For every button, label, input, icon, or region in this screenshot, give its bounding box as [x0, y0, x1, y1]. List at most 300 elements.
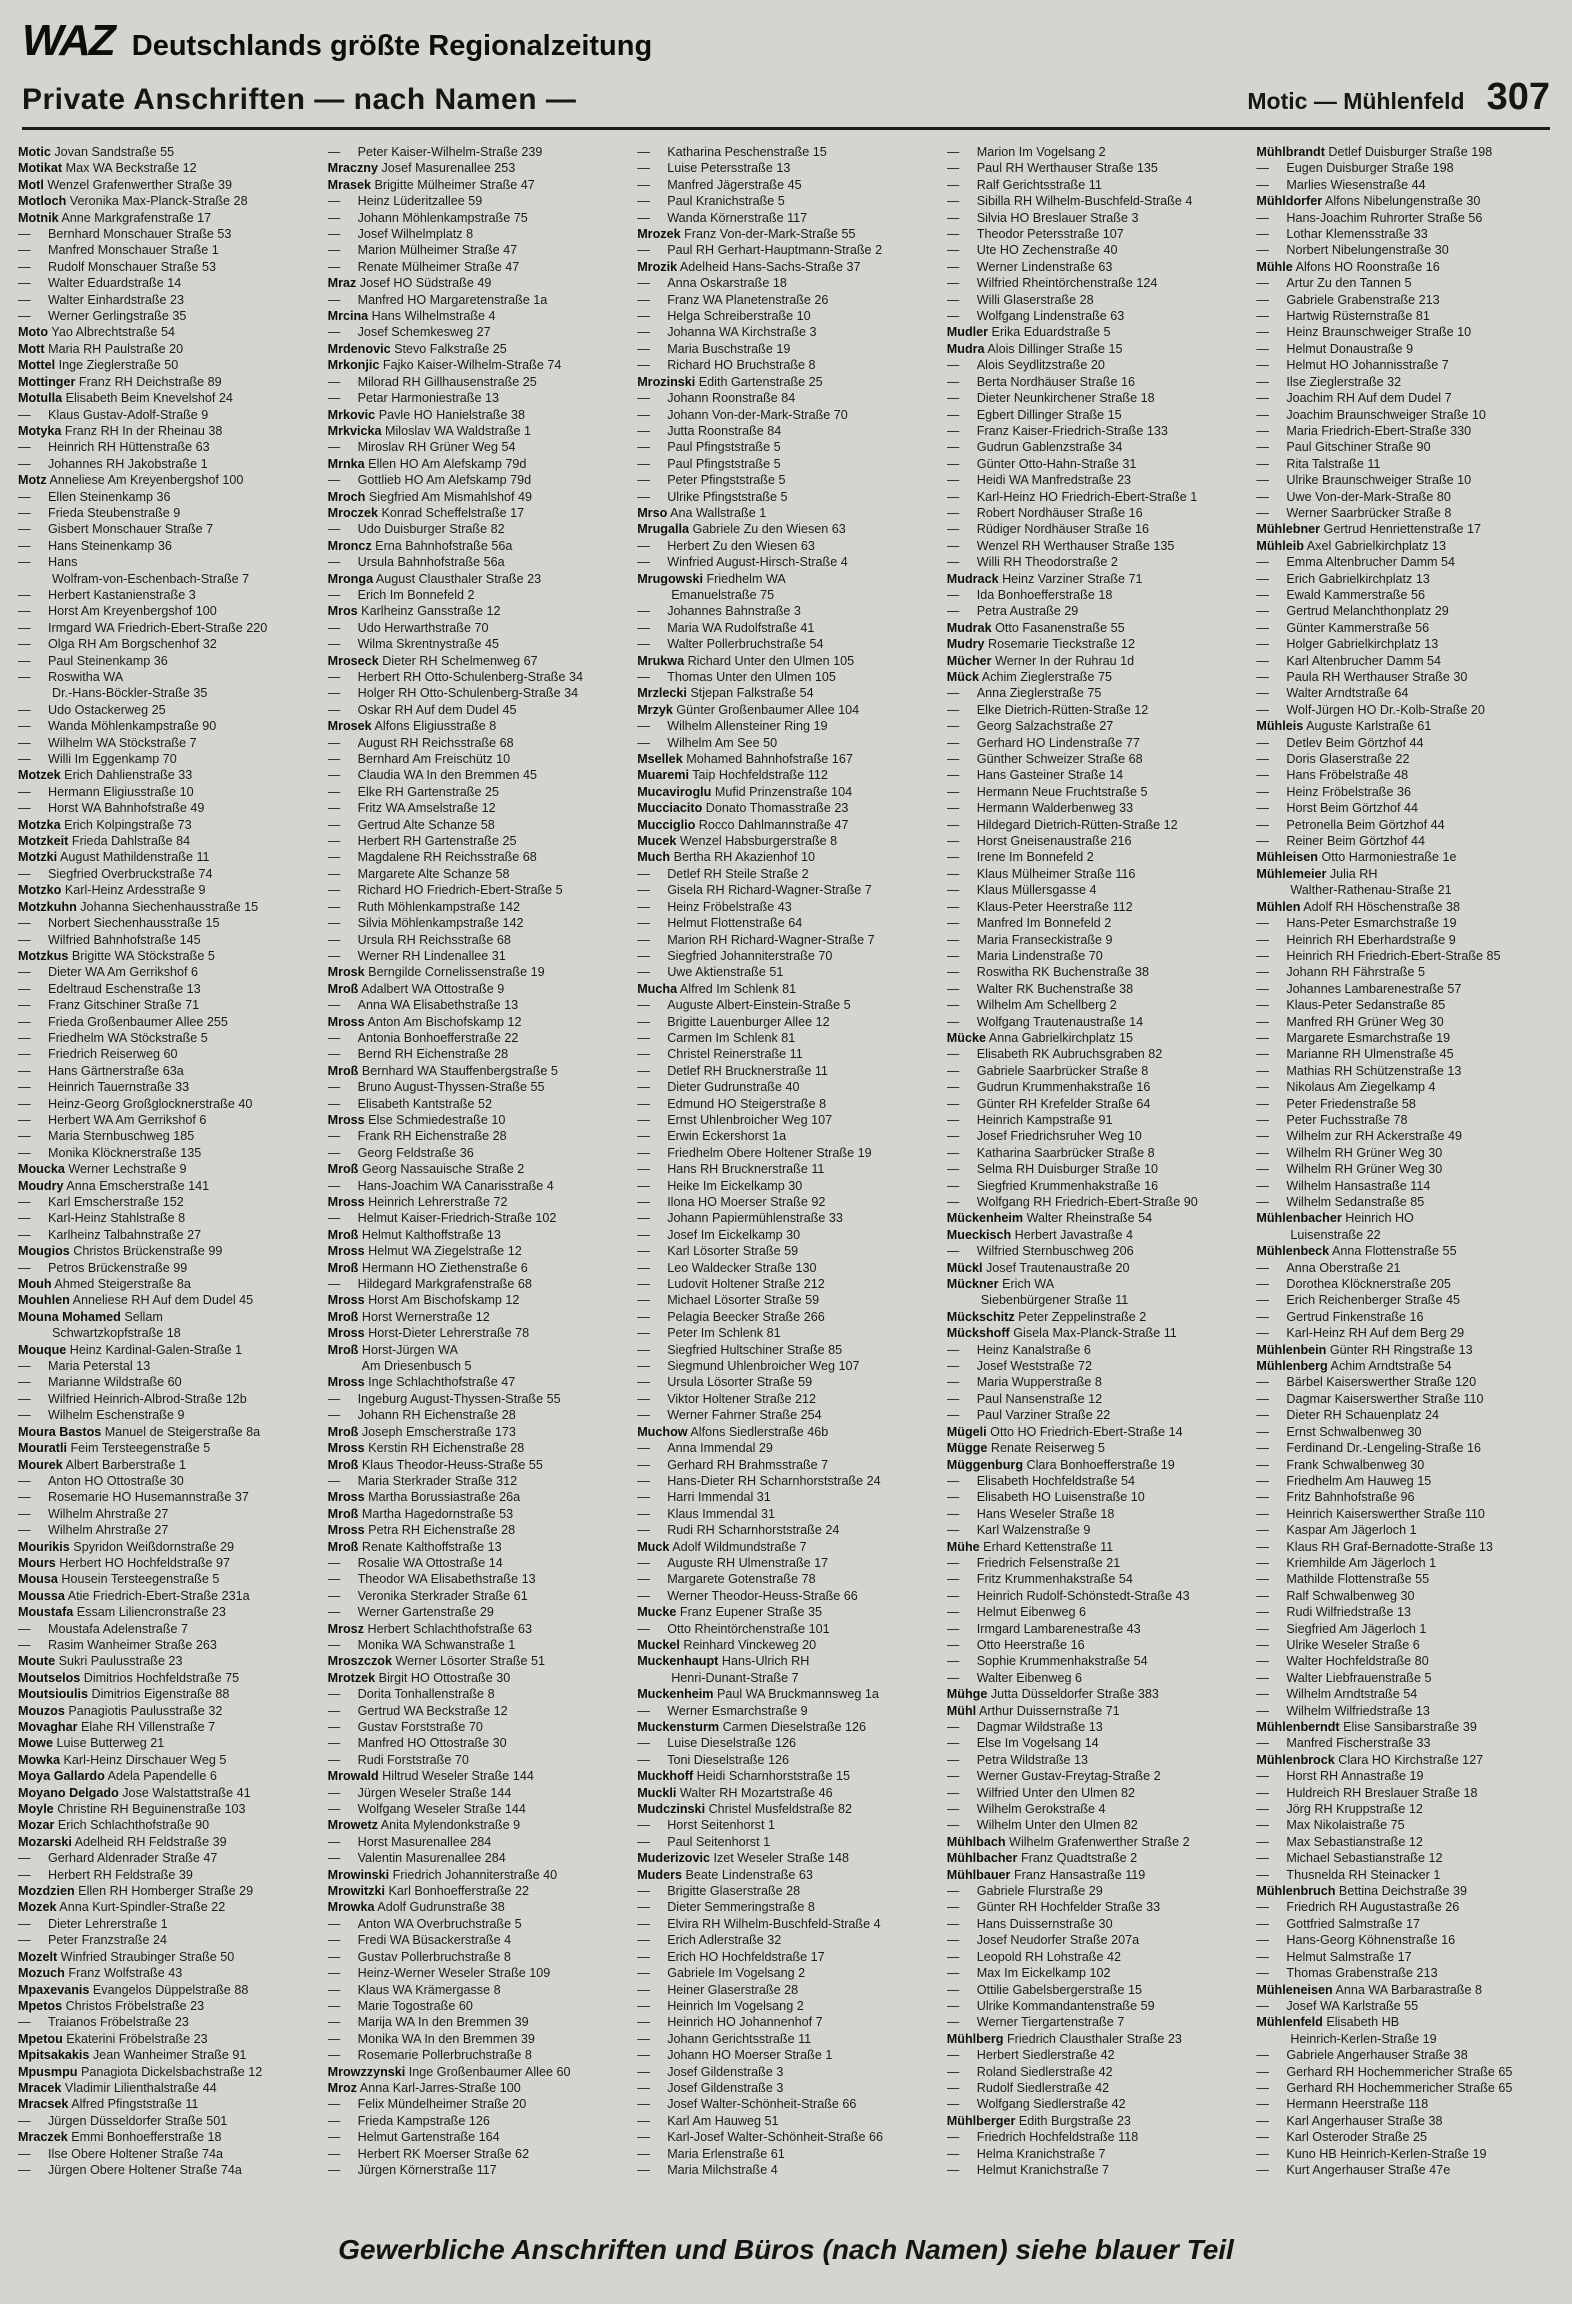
entry-line: — Mathias RH Schützenstraße 13: [1256, 1063, 1462, 1078]
same-surname-dash: —: [946, 227, 960, 242]
entry-line: Mucha Alfred Im Schlenk 81: [637, 981, 797, 996]
entry-line: — Silvia Möhlenkampstraße 142: [327, 916, 524, 931]
entry-line: — Fredi WA Büsackerstraße 4: [327, 1933, 512, 1948]
entry-line: — Huldreich RH Breslauer Straße 18: [1256, 1785, 1478, 1800]
same-surname-dash: —: [946, 1572, 960, 1587]
entry-line: — Heinrich Im Vogelsang 2: [637, 1998, 804, 2013]
entry-line: — Josef WA Karlstraße 55: [1256, 1998, 1419, 2013]
same-surname-dash: —: [637, 1030, 650, 1045]
entry-line: — Wenzel RH Werthauser Straße 135: [946, 538, 1175, 553]
entry-line: — Anton HO Ottostraße 30: [18, 1473, 184, 1488]
entry-line: — Ruth Möhlenkampstraße 142: [327, 899, 520, 914]
entry-line: — Werner Saarbrücker Straße 8: [1256, 505, 1452, 520]
entry-line: — Hans-Joachim Ruhrorter Straße 56: [1256, 210, 1483, 225]
entry-line: Mucaviroglu Mufid Prinzenstraße 104: [637, 784, 853, 799]
same-surname-dash: —: [327, 1933, 341, 1948]
column-5: [1256, 144, 1554, 2186]
entry-line: Mrso Ana Wallstraße 1: [637, 505, 767, 520]
entry-line: — Gabriele Flurstraße 29: [946, 1884, 1103, 1899]
entry-line: Mraczny Josef Masurenallee 253: [327, 161, 516, 176]
entry-line: — Karl Angerhauser Straße 38: [1256, 2113, 1443, 2128]
entry-line: Mross Horst-Dieter Lehrerstraße 78: [327, 1326, 530, 1341]
entry-line: — Karl Osteroder Straße 25: [1256, 2130, 1428, 2145]
entry-line: Mrowinski Friedrich Johanniterstraße 40: [327, 1867, 558, 1882]
same-surname-dash: —: [946, 719, 960, 734]
entry-line: — Dagmar Kaiserswerther Straße 110: [1256, 1391, 1484, 1406]
entry-line: Muckensturm Carmen Dieselstraße 126: [637, 1720, 867, 1734]
same-surname-dash: —: [946, 1047, 960, 1062]
entry-line: — Gabriele Im Vogelsang 2: [637, 1966, 806, 1981]
entry-line: Mross Kerstin RH Eichenstraße 28: [327, 1441, 525, 1456]
same-surname-dash: —: [18, 1637, 31, 1652]
entry-line: — Heinz-Werner Weseler Straße 109: [327, 1966, 551, 1981]
entry-continuation: Wolfram-von-Eschenbach-Straße 7: [52, 571, 250, 586]
same-surname-dash: —: [18, 998, 31, 1013]
same-surname-dash: —: [946, 1080, 960, 1095]
entry-line: Motnik Anne Markgrafenstraße 17: [18, 210, 212, 225]
entry-line: Mouhlen Anneliese RH Auf dem Dudel 45: [18, 1293, 254, 1308]
same-surname-dash: —: [637, 1441, 650, 1456]
entry-line: — Werner Theodor-Heuss-Straße 66: [637, 1588, 858, 1603]
same-surname-dash: —: [1256, 1014, 1269, 1029]
entry-line: — Hans RH Brucknerstraße 11: [637, 1162, 825, 1177]
entry-line: — Gudrun Gablenzstraße 34: [946, 440, 1123, 455]
entry-line: — Maria WA Rudolfstraße 41: [637, 620, 815, 635]
entry-line: — Fritz Krummenhakstraße 54: [946, 1572, 1133, 1587]
entry-line: — Heinz Lüderitzallee 59: [327, 194, 483, 209]
same-surname-dash: —: [1256, 243, 1269, 258]
entry-line: — Josef Walter-Schönheit-Straße 66: [637, 2097, 857, 2112]
same-surname-dash: —: [946, 259, 960, 274]
same-surname-dash: —: [1256, 358, 1269, 373]
same-surname-dash: —: [327, 227, 341, 242]
same-surname-dash: —: [637, 1391, 650, 1406]
same-surname-dash: —: [946, 981, 960, 996]
same-surname-dash: —: [18, 916, 31, 931]
same-surname-dash: —: [637, 719, 650, 734]
entry-line: Mottel Inge Zieglerstraße 50: [18, 358, 179, 373]
same-surname-dash: —: [1256, 702, 1269, 717]
entry-line: Mronga August Clausthaler Straße 23: [327, 571, 542, 586]
same-surname-dash: —: [327, 2146, 341, 2161]
same-surname-dash: —: [327, 2015, 341, 2030]
entry-line: Mügeli Otto HO Friedrich-Ebert-Straße 14: [946, 1424, 1183, 1439]
entry-line: Mrugowski Friedhelm WA: [637, 571, 786, 586]
entry-line: — Uwe Von-der-Mark-Straße 80: [1256, 489, 1451, 504]
entry-line: Mühleisen Otto Harmoniestraße 1e: [1256, 850, 1457, 865]
entry-line: Mühlbauer Franz Hansastraße 119: [946, 1867, 1146, 1882]
entry-line: Motzkus Brigitte WA Stöckstraße 5: [18, 948, 215, 963]
entry-line: — Wolfgang Trautenaustraße 14: [946, 1014, 1144, 1029]
same-surname-dash: —: [18, 702, 31, 717]
same-surname-dash: —: [18, 1621, 31, 1636]
entry-line: Mourikis Spyridon Weißdornstraße 29: [18, 1539, 235, 1554]
same-surname-dash: —: [946, 1785, 960, 1800]
entry-line: — Klaus-Peter Heerstraße 112: [946, 899, 1133, 914]
same-surname-dash: —: [637, 1277, 650, 1292]
same-surname-dash: —: [327, 1030, 341, 1045]
same-surname-dash: —: [637, 489, 650, 504]
same-surname-dash: —: [327, 1949, 341, 1964]
entry-line: — Kaspar Am Jägerloch 1: [1256, 1523, 1417, 1538]
same-surname-dash: —: [18, 276, 31, 291]
entry-line: Mroszczok Werner Lösorter Straße 51: [327, 1654, 546, 1669]
same-surname-dash: —: [1256, 1096, 1269, 1111]
entry-line: Müggenburg Clara Bonhoefferstraße 19: [946, 1457, 1175, 1472]
entry-line: — Horst WA Bahnhofstraße 49: [18, 801, 205, 816]
entry-line: Mraczek Emmi Bonhoefferstraße 18: [18, 2130, 222, 2145]
same-surname-dash: —: [946, 1621, 960, 1636]
same-surname-dash: —: [946, 916, 960, 931]
entry-line: — Hans: [18, 555, 78, 570]
entry-line: — Wilhelm Am Schellberg 2: [946, 998, 1117, 1013]
entry-line: — Herbert RH Feldstraße 39: [18, 1867, 193, 1882]
same-surname-dash: —: [946, 1802, 960, 1817]
entry-line: Mückschitz Peter Zeppelinstraße 2: [946, 1309, 1147, 1324]
entry-line: — Frieda Großenbaumer Allee 255: [18, 1014, 228, 1029]
entry-line: — Petros Brückenstraße 99: [18, 1260, 188, 1275]
entry-line: — Luise Petersstraße 13: [637, 161, 791, 176]
entry-line: — Dieter RH Schauenplatz 24: [1256, 1408, 1439, 1423]
same-surname-dash: —: [637, 965, 650, 980]
entry-line: — Wilfried Bahnhofstraße 145: [18, 932, 201, 947]
same-surname-dash: —: [327, 555, 341, 570]
same-surname-dash: —: [946, 358, 960, 373]
entry-line: — Rudi RH Scharnhorststraße 24: [637, 1523, 840, 1538]
entry-line: — Nikolaus Am Ziegelkamp 4: [1256, 1080, 1436, 1095]
entry-line: — Petar Harmoniestraße 13: [327, 391, 499, 406]
entry-line: — Josef Wilhelmplatz 8: [327, 227, 474, 242]
same-surname-dash: —: [946, 735, 960, 750]
entry-line: — Ulrike Weseler Straße 6: [1256, 1637, 1420, 1652]
entry-line: — Klaus Gustav-Adolf-Straße 9: [18, 407, 209, 422]
same-surname-dash: —: [18, 1030, 31, 1045]
entry-line: — Werner Gartenstraße 29: [327, 1605, 494, 1620]
entry-line: Mücher Werner In der Ruhrau 1d: [946, 653, 1135, 668]
entry-line: — Herbert RH Gartenstraße 25: [327, 834, 517, 849]
entry-line: — Silvia HO Breslauer Straße 3: [946, 210, 1139, 225]
entry-line: — Jürgen Obere Holtener Straße 74a: [18, 2162, 242, 2177]
entry-line: — Horst Am Kreyenbergshof 100: [18, 604, 217, 619]
same-surname-dash: —: [637, 1063, 650, 1078]
same-surname-dash: —: [637, 1998, 650, 2013]
entry-line: Muckli Walter RH Mozartstraße 46: [637, 1785, 833, 1800]
entry-line: — Werner RH Lindenallee 31: [327, 948, 506, 963]
entry-line: — Christel Reinerstraße 11: [637, 1047, 803, 1062]
same-surname-dash: —: [18, 1129, 31, 1144]
same-surname-dash: —: [1256, 1637, 1269, 1652]
entry-line: — Erwin Eckershorst 1a: [637, 1129, 787, 1144]
entry-line: — Erich HO Hochfeldstraße 17: [637, 1949, 825, 1964]
same-surname-dash: —: [1256, 1539, 1269, 1554]
same-surname-dash: —: [1256, 1621, 1269, 1636]
entry-line: — Klaus WA Krämergasse 8: [327, 1982, 501, 1997]
same-surname-dash: —: [1256, 1785, 1269, 1800]
same-surname-dash: —: [637, 1342, 650, 1357]
entry-line: — Dieter Lehrerstraße 1: [18, 1916, 168, 1931]
entry-line: Mouratli Feim Tersteegenstraße 5: [18, 1441, 211, 1456]
entry-line: Motl Wenzel Grafenwerther Straße 39: [18, 177, 232, 192]
same-surname-dash: —: [637, 341, 650, 356]
entry-line: — Gertrud Finkenstraße 16: [1256, 1309, 1424, 1324]
same-surname-dash: —: [1256, 670, 1269, 684]
entry-line: — Heinz Fröbelstraße 43: [637, 899, 792, 914]
same-surname-dash: —: [946, 768, 960, 783]
entry-line: — Wolf-Jürgen HO Dr.-Kolb-Straße 20: [1256, 702, 1485, 717]
entry-line: — Heinrich Kaiserswerther Straße 110: [1256, 1506, 1485, 1521]
entry-line: Mours Herbert HO Hochfeldstraße 97: [18, 1555, 231, 1570]
title-right: [1247, 76, 1550, 119]
entry-line: — Brigitte Glaserstraße 28: [637, 1884, 801, 1899]
entry-line: — Ernst Uhlenbroicher Weg 107: [637, 1112, 833, 1127]
entry-line: Moutsioulis Dimitrios Eigenstraße 88: [18, 1687, 230, 1702]
entry-line: — Jutta Roonstraße 84: [637, 423, 782, 438]
entry-line: Mroncz Erna Bahnhofstraße 56a: [327, 538, 513, 553]
entry-line: Muderizovic Izet Weseler Straße 148: [637, 1851, 850, 1866]
entry-line: Mross Horst Am Bischofskamp 12: [327, 1293, 520, 1308]
entry-line: — Peter Fuchsstraße 78: [1256, 1112, 1408, 1127]
same-surname-dash: —: [637, 1752, 650, 1767]
entry-line: Mott Maria RH Paulstraße 20: [18, 341, 184, 356]
entry-line: — Hans Duissernstraße 30: [946, 1916, 1113, 1931]
same-surname-dash: —: [946, 1178, 960, 1193]
same-surname-dash: —: [946, 1720, 960, 1734]
entry-line: Mross Helmut WA Ziegelstraße 12: [327, 1244, 522, 1259]
entry-line: — Frieda Kampstraße 126: [327, 2113, 490, 2128]
same-surname-dash: —: [946, 374, 960, 389]
entry-line: — Heike Im Eickelkamp 30: [637, 1178, 803, 1193]
same-surname-dash: —: [327, 1802, 341, 1817]
entry-line: — Fritz WA Amselstraße 12: [327, 801, 496, 816]
same-surname-dash: —: [327, 1785, 341, 1800]
same-surname-dash: —: [1256, 1900, 1269, 1915]
entry-line: — Wilfried Unter den Ulmen 82: [946, 1785, 1135, 1800]
entry-line: Mückshoff Gisela Max-Planck-Straße 11: [946, 1326, 1177, 1341]
entry-line: Mroß Klaus Theodor-Heuss-Straße 55: [327, 1457, 543, 1472]
same-surname-dash: —: [18, 981, 31, 996]
entry-line: — Heinrich Rudolf-Schönstedt-Straße 43: [946, 1588, 1190, 1603]
same-surname-dash: —: [18, 670, 31, 684]
same-surname-dash: —: [1256, 916, 1269, 931]
entry-line: Mückenheim Walter Rheinstraße 54: [946, 1211, 1153, 1226]
entry-line: — Franz WA Planetenstraße 26: [637, 292, 829, 307]
entry-line: Motzkeit Frieda Dahlstraße 84: [18, 834, 191, 849]
same-surname-dash: —: [18, 801, 31, 816]
same-surname-dash: —: [1256, 1834, 1269, 1849]
entry-line: Mouh Ahmed Steigerstraße 8a: [18, 1277, 191, 1292]
entry-line: — Hermann Heerstraße 118: [1256, 2097, 1429, 2112]
entry-line: — Josef Schemkesweg 27: [327, 325, 491, 340]
same-surname-dash: —: [18, 243, 31, 258]
same-surname-dash: —: [637, 145, 650, 159]
entry-line: — Sibilla RH Wilhelm-Buschfeld-Straße 4: [946, 194, 1193, 209]
entry-line: — Walter RK Buchenstraße 38: [946, 981, 1134, 996]
same-surname-dash: —: [637, 2031, 650, 2046]
same-surname-dash: —: [18, 1211, 31, 1226]
same-surname-dash: —: [1256, 735, 1269, 750]
entry-line: — Heinz Fröbelstraße 36: [1256, 784, 1411, 799]
entry-line: Mrukwa Richard Unter den Ulmen 105: [637, 653, 855, 668]
entry-line: — Joachim Braunschweiger Straße 10: [1256, 407, 1486, 422]
entry-line: — Johannes RH Jakobstraße 1: [18, 456, 208, 471]
same-surname-dash: —: [18, 522, 31, 537]
same-surname-dash: —: [637, 1178, 650, 1193]
entry-line: Muckhoff Heidi Scharnhorststraße 15: [637, 1769, 850, 1784]
entry-line: Mühlemeier Julia RH: [1256, 866, 1378, 881]
same-surname-dash: —: [946, 752, 960, 767]
entry-line: — Rüdiger Nordhäuser Straße 16: [946, 522, 1149, 537]
same-surname-dash: —: [18, 456, 31, 471]
same-surname-dash: —: [637, 1375, 650, 1390]
entry-line: — Edeltraud Eschenstraße 13: [18, 981, 201, 996]
entry-line: — Johannes Lambarenestraße 57: [1256, 981, 1462, 996]
same-surname-dash: —: [946, 1736, 960, 1751]
entry-line: — Manfred Fischerstraße 33: [1256, 1736, 1431, 1751]
entry-line: Mross Anton Am Bischofskamp 12: [327, 1014, 522, 1029]
same-surname-dash: —: [1256, 784, 1269, 799]
same-surname-dash: —: [1256, 423, 1269, 438]
same-surname-dash: —: [637, 1260, 650, 1275]
same-surname-dash: —: [1256, 341, 1269, 356]
entry-line: Mrowka Adolf Gudrunstraße 38: [327, 1900, 505, 1915]
entry-line: — Kurt Angerhauser Straße 47e: [1256, 2162, 1451, 2177]
entry-line: Mucciacito Donato Thomasstraße 23: [637, 801, 849, 816]
entry-line: — Walter Arndtstraße 64: [1256, 686, 1409, 701]
same-surname-dash: —: [327, 768, 341, 783]
same-surname-dash: —: [1256, 587, 1269, 602]
same-surname-dash: —: [327, 194, 341, 209]
entry-line: — Wilfried Rheintörchenstraße 124: [946, 276, 1158, 291]
entry-line: — Klaus-Peter Sedanstraße 85: [1256, 998, 1446, 1013]
same-surname-dash: —: [1256, 1703, 1269, 1718]
same-surname-dash: —: [327, 1982, 341, 1997]
entry-line: — Helmut Flottenstraße 64: [637, 916, 803, 931]
entry-line: — Jörg RH Kruppstraße 12: [1256, 1802, 1423, 1817]
entry-line: Mrnka Ellen HO Am Alefskamp 79d: [327, 456, 527, 471]
entry-line: — Heidi WA Manfredstraße 23: [946, 473, 1131, 488]
entry-line: Mowe Luise Butterweg 21: [18, 1736, 165, 1751]
entry-line: — Herbert RK Moerser Straße 62: [327, 2146, 530, 2161]
entry-line: Muck Adolf Wildmundstraße 7: [637, 1539, 807, 1554]
same-surname-dash: —: [18, 309, 31, 324]
entry-line: — Manfred RH Grüner Weg 30: [1256, 1014, 1444, 1029]
same-surname-dash: —: [18, 2162, 31, 2177]
same-surname-dash: —: [637, 735, 650, 750]
same-surname-dash: —: [946, 194, 960, 209]
entry-line: Mrcina Hans Wilhelmstraße 4: [327, 309, 496, 324]
entry-line: — Detlef RH Steile Straße 2: [637, 866, 809, 881]
same-surname-dash: —: [18, 1523, 31, 1538]
entry-continuation: Walther-Rathenau-Straße 21: [1290, 883, 1452, 898]
entry-line: Mroseck Dieter RH Schelmenweg 67: [327, 653, 538, 668]
entry-line: — Katharina Saarbrücker Straße 8: [946, 1145, 1155, 1160]
entry-line: — Paula RH Werthauser Straße 30: [1256, 670, 1468, 684]
entry-line: — Michael Lösorter Straße 59: [637, 1293, 820, 1308]
entry-line: Moustafa Essam Liliencronstraße 23: [18, 1605, 226, 1620]
entry-line: — Johann Roonstraße 84: [637, 391, 796, 406]
same-surname-dash: —: [946, 604, 960, 619]
entry-line: Moya Gallardo Adela Papendelle 6: [18, 1769, 217, 1784]
same-surname-dash: —: [327, 948, 341, 963]
header-divider: [22, 127, 1550, 130]
same-surname-dash: —: [637, 1473, 650, 1488]
entry-line: — Dieter Gudrunstraße 40: [637, 1080, 800, 1095]
entry-line: Mraz Josef HO Südstraße 49: [327, 276, 492, 291]
entry-line: — Horst RH Annastraße 19: [1256, 1769, 1424, 1784]
entry-line: — Ursula RH Reichsstraße 68: [327, 932, 511, 947]
entry-line: Mroß Martha Hagedornstraße 53: [327, 1506, 514, 1521]
entry-line: — Eugen Duisburger Straße 198: [1256, 161, 1454, 176]
same-surname-dash: —: [637, 2064, 650, 2079]
same-surname-dash: —: [637, 1145, 650, 1160]
same-surname-dash: —: [327, 998, 341, 1013]
entry-line: — Hans Gärtnerstraße 63a: [18, 1063, 184, 1078]
same-surname-dash: —: [1256, 686, 1269, 701]
entry-line: Mrdenovic Stevo Falkstraße 25: [327, 341, 507, 356]
entry-line: — Wilhelm Allensteiner Ring 19: [637, 719, 828, 734]
entry-line: — Friedhelm WA Stöckstraße 5: [18, 1030, 208, 1045]
entry-line: — Elke Dietrich-Rütten-Straße 12: [946, 702, 1149, 717]
entry-line: — Pelagia Beecker Straße 266: [637, 1309, 825, 1324]
entry-line: Muckel Reinhard Vinckeweg 20: [637, 1637, 817, 1652]
entry-line: Mucciglio Rocco Dahlmannstraße 47: [637, 817, 849, 832]
same-surname-dash: —: [1256, 2146, 1269, 2161]
entry-line: Mühle Alfons HO Roonstraße 16: [1256, 259, 1440, 274]
entry-line: — Herbert Siedlerstraße 42: [946, 2048, 1115, 2063]
entry-line: Mrosz Herbert Schlachthofstraße 63: [327, 1621, 532, 1636]
same-surname-dash: —: [327, 916, 341, 931]
entry-line: — Claudia WA In den Bremmen 45: [327, 768, 538, 783]
same-surname-dash: —: [1256, 620, 1269, 635]
entry-line: Mroczek Konrad Scheffelstraße 17: [327, 505, 525, 520]
entry-line: — Wilhelm zur RH Ackerstraße 49: [1256, 1129, 1463, 1144]
same-surname-dash: —: [1256, 1736, 1269, 1751]
same-surname-dash: —: [1256, 1966, 1269, 1981]
same-surname-dash: —: [946, 1769, 960, 1784]
entry-line: Mozdzien Ellen RH Homberger Straße 29: [18, 1884, 254, 1899]
same-surname-dash: —: [327, 1178, 341, 1193]
entry-line: — Helmut HO Johannisstraße 7: [1256, 358, 1449, 373]
entry-line: — Irene Im Bonnefeld 2: [946, 850, 1094, 865]
same-surname-dash: —: [946, 2097, 960, 2112]
same-surname-dash: —: [1256, 276, 1269, 291]
entry-line: Mühlenbeck Anna Flottenstraße 55: [1256, 1244, 1457, 1259]
entry-line: Much Bertha RH Akazienhof 10: [637, 850, 815, 865]
entry-line: — Max Im Eickelkamp 102: [946, 1966, 1111, 1981]
same-surname-dash: —: [946, 1195, 960, 1209]
entry-line: — Holger Gabrielkirchplatz 13: [1256, 637, 1439, 652]
entry-line: — Peter Kaiser-Wilhelm-Straße 239: [327, 145, 543, 159]
same-surname-dash: —: [946, 145, 960, 159]
same-surname-dash: —: [18, 587, 31, 602]
same-surname-dash: —: [946, 538, 960, 553]
entry-line: — Antonia Bonhoefferstraße 22: [327, 1030, 519, 1045]
entry-line: Mühlberg Friedrich Clausthaler Straße 23: [946, 2031, 1182, 2046]
entry-line: Mroß Helmut Kalthoffstraße 13: [327, 1227, 501, 1242]
same-surname-dash: —: [327, 932, 341, 947]
same-surname-dash: —: [637, 1080, 650, 1095]
entry-line: — August RH Reichsstraße 68: [327, 735, 514, 750]
entry-line: — Herbert RH Otto-Schulenberg-Straße 34: [327, 670, 583, 684]
entry-line: — Walter Hochfeldstraße 80: [1256, 1654, 1429, 1669]
same-surname-dash: —: [637, 1293, 650, 1308]
same-surname-dash: —: [1256, 1391, 1269, 1406]
same-surname-dash: —: [637, 1129, 650, 1144]
same-surname-dash: —: [327, 292, 341, 307]
entry-line: — Wilhelm Ahrstraße 27: [18, 1523, 169, 1538]
same-surname-dash: —: [946, 1670, 960, 1685]
entry-line: Mrkvicka Miloslav WA Waldstraße 1: [327, 423, 532, 438]
